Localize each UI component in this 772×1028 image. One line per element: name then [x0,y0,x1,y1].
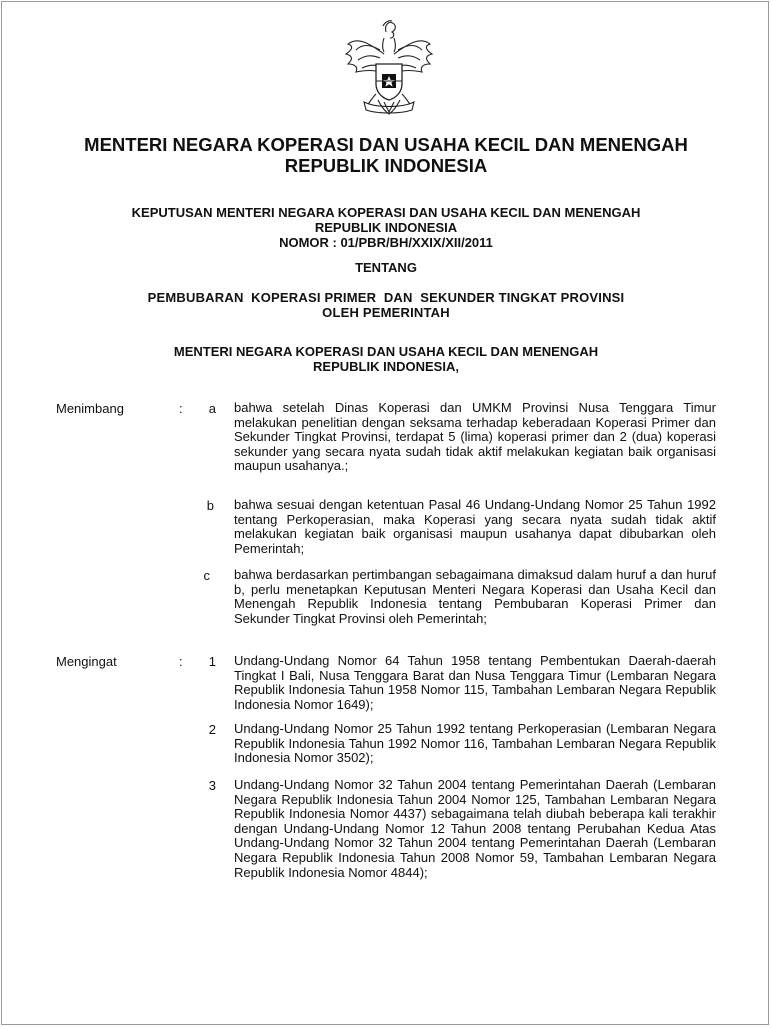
menimbang-b-mark: b [206,498,214,513]
mengingat-1-text: Undang-Undang Nomor 64 Tahun 1958 tentang Pembentukan Daerah-daerah Tingkat I Bali, Nusa Tenggara Barat dan Nusa Tenggara Timur (Lembaran Negara Republik Indonesia Tahun 1958 Nomor 115, Tambahan Lembaran Negara Republik Indonesia Nomor 1649); [234,653,716,712]
menimbang-label: Menimbang [56,401,124,416]
menimbang-c-mark: c [203,568,210,583]
menimbang-b-text: bahwa sesuai dengan ketentuan Pasal 46 Undang-Undang Nomor 25 Tahun 1992 tentang Perkoperasian, maka Koperasi yang secara nyata sudah tidak aktif melakukan kegiatan baik organisasi maupun usahanya dapat dibubarkan oleh Pemerintah; [234,497,716,556]
garuda-emblem-icon [340,14,438,118]
menimbang-a-text: bahwa setelah Dinas Koperasi dan UMKM Provinsi Nusa Tenggara Timur melakukan penelitian dengan seksama terhadap keberadaan Koperasi Primer dan Sekunder Tingkat Provinsi, terdapat 5 (lima) koperasi primer dan 2 (dua) koperasi sekunder yang secara nyata sudah tidak aktif melakukan kegiatan baik organisasi maupun usahanya.; [234,400,716,474]
decree-subject-line2: OLEH PEMERINTAH [322,305,450,320]
decree-subject [0,290,772,320]
mengingat-label: Mengingat [56,654,117,669]
tentang-label: TENTANG [355,260,417,275]
decree-heading [0,205,772,250]
decree-heading-line2: REPUBLIK INDONESIA [314,220,458,235]
issuer-heading [0,344,772,374]
mengingat-1-mark: 1 [208,654,216,669]
mengingat-2-text: Undang-Undang Nomor 25 Tahun 1992 tentang Perkoperasian (Lembaran Negara Republik Indonesia Tahun 1992 Nomor 116, Tambahan Lembaran Negara Republik Indonesia Nomor 3502); [234,721,716,766]
ministry-title-line2: REPUBLIK INDONESIA [284,155,488,176]
mengingat-3-mark: 3 [208,778,216,793]
mengingat-3-text: Undang-Undang Nomor 32 Tahun 2004 tentang Pemerintahan Daerah (Lembaran Negara Republik Indonesia Tahun 2004 Nomor 125, Tambahan Lembaran Negara Republik Indonesia Nomor 4437) sebagaimana telah diubah beberapa kali terakhir dengan Undang-Undang Nomor 12 Tahun 2008 tentang Perubahan Kedua Atas Undang-Undang Nomor 32 Tahun 2004 tentang Pemerintahan Daerah (Lembaran Negara Republik Indonesia Tahun 2008 Nomor 59, Tambahan Lembaran Negara Republik Indonesia Nomor 4844); [234,777,716,880]
mengingat-2-mark: 2 [208,722,216,737]
issuer-heading-line2: REPUBLIK INDONESIA, [313,359,459,374]
mengingat-colon: : [179,654,183,669]
menimbang-c-text: bahwa berdasarkan pertimbangan sebagaimana dimaksud dalam huruf a dan huruf b, perlu menetapkan Keputusan Menteri Negara Koperasi dan Usaha Kecil dan Menengah Republik Indonesia tentang Pembubaran Koperasi Primer dan Sekunder Tingkat Provinsi oleh Pemerintah; [234,567,716,626]
decree-number: NOMOR : 01/PBR/BH/XXIX/XII/2011 [279,235,493,250]
ministry-title [0,134,772,176]
issuer-heading-line1: MENTERI NEGARA KOPERASI DAN USAHA KECIL DAN MENENGAH [173,344,599,359]
decree-heading-line1: KEPUTUSAN MENTERI NEGARA KOPERASI DAN USAHA KECIL DAN MENENGAH [131,205,641,220]
menimbang-a-mark: a [208,401,216,416]
decree-subject-line1: PEMBUBARAN KOPERASI PRIMER DAN SEKUNDER TINGKAT PROVINSI [147,290,625,305]
ministry-title-line1: MENTERI NEGARA KOPERASI DAN USAHA KECIL DAN MENENGAH [84,134,688,155]
menimbang-colon: : [179,401,183,416]
